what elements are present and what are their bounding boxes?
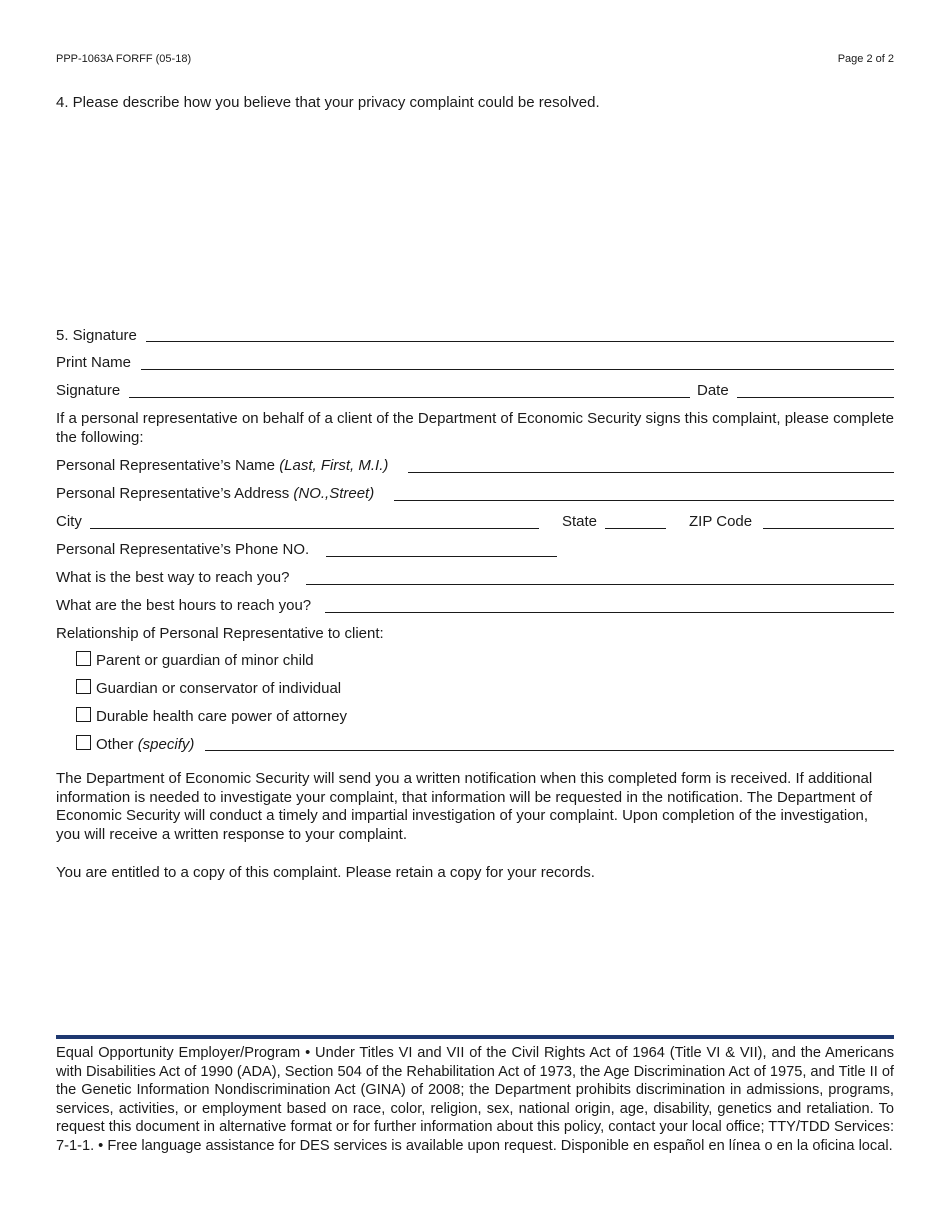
rep-name-label [56,457,388,475]
rep-name-label-text: Personal Representative’s Name [56,457,276,474]
other-specify-field[interactable] [205,750,894,751]
guardian-conservator-label: Guardian or conservator of individual [96,680,342,697]
best-way-field[interactable] [306,584,894,585]
representative-intro: If a personal representative on behalf of a client of the Department of Economic Security signs this complaint, please complete the following: [56,410,894,446]
signature-5-field[interactable] [146,341,894,342]
resolution-answer-area[interactable] [56,118,894,318]
guardian-conservator-checkbox[interactable] [76,679,91,694]
signature-label: Signature [56,382,121,399]
rep-phone-field[interactable] [326,556,557,557]
other-label [96,736,194,754]
city-label: City [56,513,82,530]
signature-5-label: 5. Signature [56,327,137,344]
relationship-label: Relationship of Personal Representative to client: [56,625,384,642]
zip-field[interactable] [763,528,894,529]
other-checkbox[interactable] [76,735,91,750]
state-field[interactable] [605,528,666,529]
page-number: Page 2 of 2 [837,53,894,65]
copy-note: You are entitled to a copy of this complaint. Please retain a copy for your records. [56,864,595,881]
city-field[interactable] [90,528,539,529]
other-label-text: Other [96,736,134,753]
print-name-field[interactable] [141,369,894,370]
rep-name-hint: (Last, First, M.I.) [279,457,389,474]
notification-paragraph: The Department of Economic Security will send you a written notification when this completed form is received. If additional information is needed to investigate your complaint, that information will be requested in the notification. The Department of Economic Security will conduct a timely and impartial investigation of your complaint. Upon completion of the investigation, you will receive a written response to your complaint. [56,770,873,843]
footer-rule [56,1035,894,1039]
rep-address-hint: (NO.,Street) [293,485,375,502]
rep-phone-label: Personal Representative’s Phone NO. [56,541,310,558]
state-label: State [562,513,598,530]
health-care-poa-checkbox[interactable] [76,707,91,722]
date-field[interactable] [737,397,894,398]
parent-guardian-label: Parent or guardian of minor child [96,652,314,669]
rep-address-label [56,485,374,503]
parent-guardian-checkbox[interactable] [76,651,91,666]
rep-address-label-text: Personal Representative’s Address [56,485,290,502]
best-way-label: What is the best way to reach you? [56,569,290,586]
other-hint: (specify) [137,736,195,753]
zip-label: ZIP Code [689,513,753,530]
date-label: Date [697,382,729,399]
signature-field[interactable] [129,397,690,398]
health-care-poa-label: Durable health care power of attorney [96,708,347,725]
best-hours-field[interactable] [325,612,894,613]
print-name-label: Print Name [56,354,132,371]
best-hours-label: What are the best hours to reach you? [56,597,312,614]
question-4-label: 4. Please describe how you believe that your privacy complaint could be resolved. [56,94,600,111]
form-code: PPP-1063A FORFF (05-18) [56,53,192,65]
rep-address-field[interactable] [394,500,894,501]
rep-name-field[interactable] [408,472,894,473]
footer-eeo-text: Equal Opportunity Employer/Program • Under Titles VI and VII of the Civil Rights Act of 1964 (Title VI & VII), and the Americans with Disabilities Act of 1990 (ADA), Section 504 of the Rehabilitation Act of 1973, the Age Discrimination Act of 1975, and Title II of the Genetic Information Nondiscrimination Act (GINA) of 2008; the Department prohibits discrimination in admissions, programs, services, activities, or employment based on race, color, religion, sex, national origin, age, disability, genetics and retaliation. To request this document in alternative format or for further information about this policy, contact your local office; TTY/TDD Services: 7-1-1. • Free language assistance for DES services is available upon request. Disponible en español en línea o en la oficina local. [56,1045,894,1154]
